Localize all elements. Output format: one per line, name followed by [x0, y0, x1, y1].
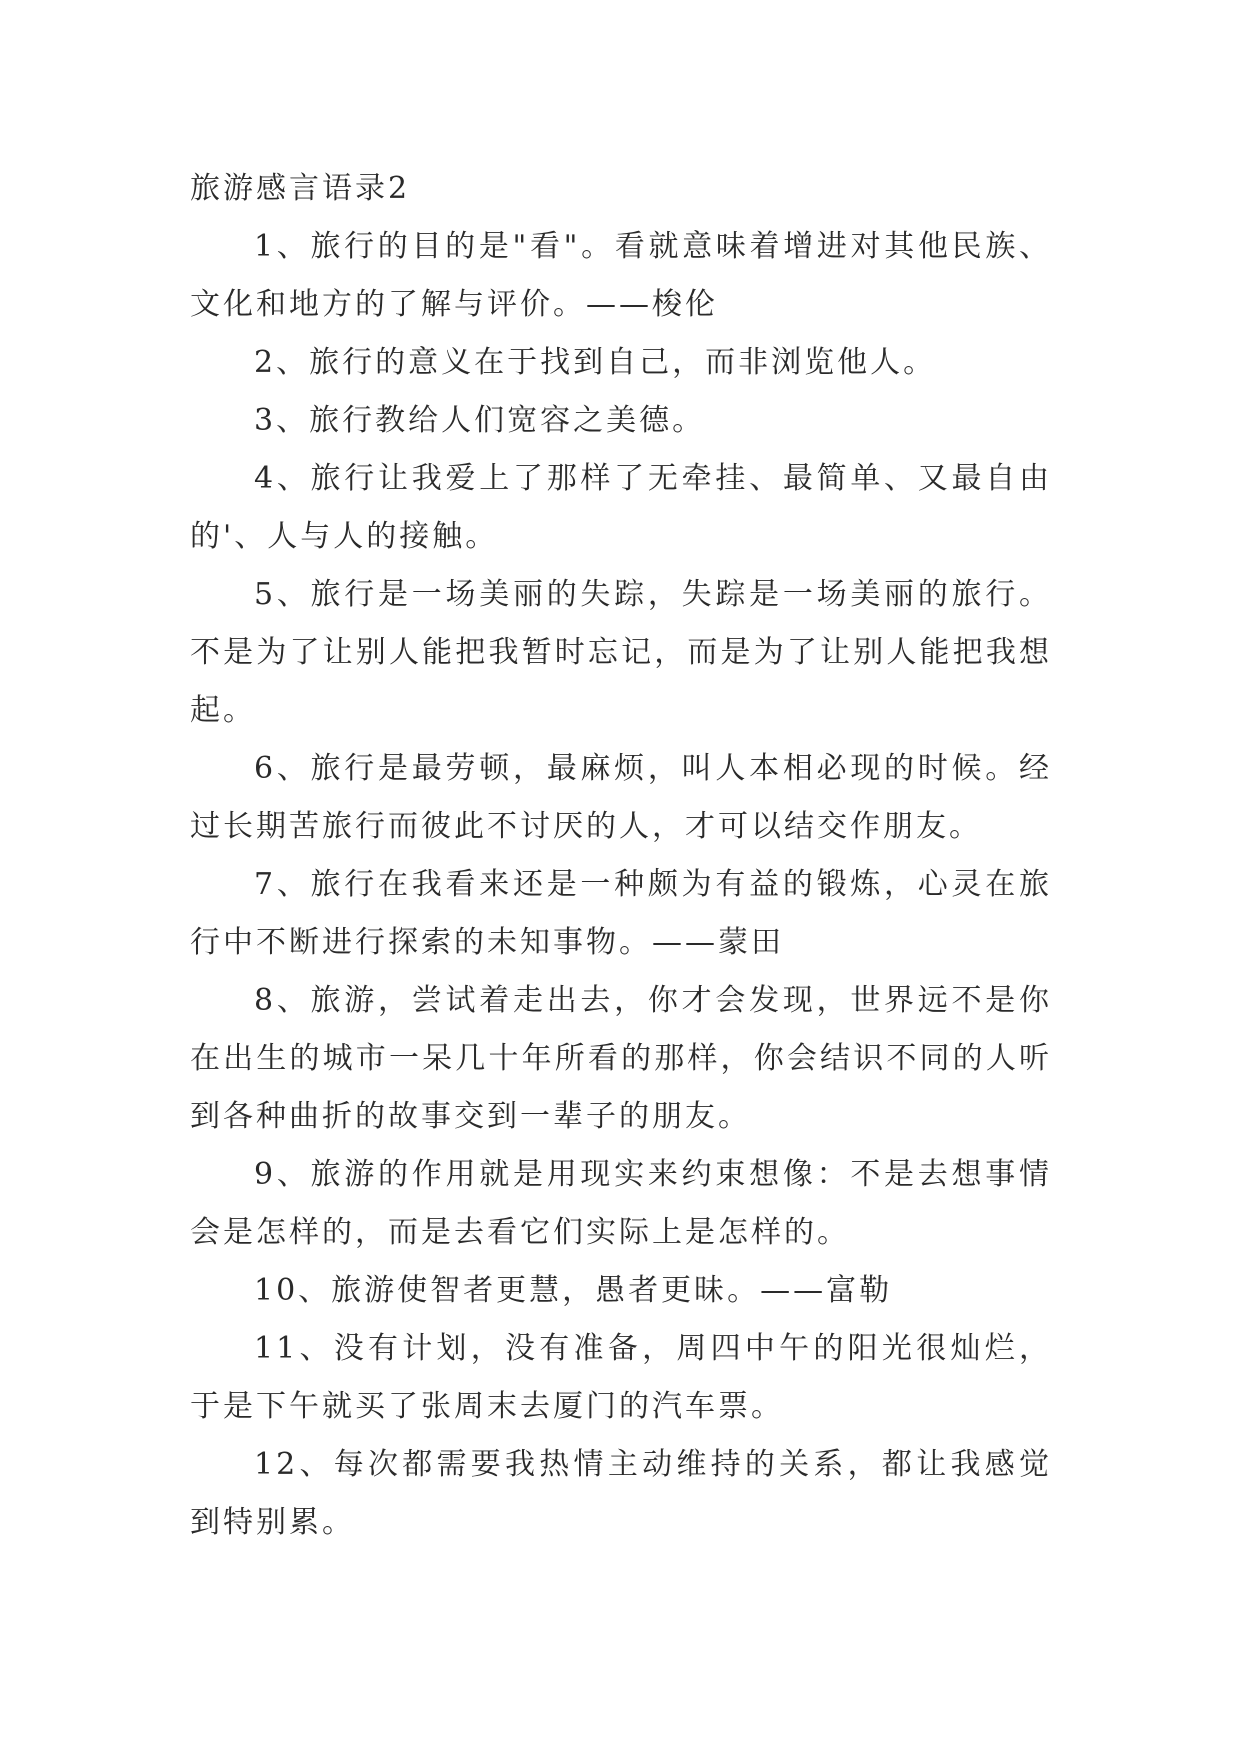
paragraph-8: 8、旅游，尝试着走出去，你才会发现，世界远不是你在出生的城市一呆几十年所看的那样，你会结识不同的人听到各种曲折的故事交到一辈子的朋友。 [190, 983, 1052, 1134]
paragraph-4: 4、旅行让我爱上了那样了无牵挂、最简单、又最自由的'、人与人的接触。 [190, 461, 1052, 554]
paragraph-1: 1、旅行的目的是"看"。看就意味着增进对其他民族、文化和地方的了解与评价。——梭伦 [190, 229, 1052, 322]
document-page [190, 160, 1052, 1552]
paragraph-7: 7、旅行在我看来还是一种颇为有益的锻炼，心灵在旅行中不断进行探索的未知事物。——蒙田 [190, 867, 1052, 960]
paragraph-9: 9、旅游的作用就是用现实来约束想像：不是去想事情会是怎样的，而是去看它们实际上是怎样的。 [190, 1157, 1052, 1250]
paragraph-10: 10、旅游使智者更慧，愚者更昧。——富勒 [254, 1273, 893, 1308]
paragraph-5: 5、旅行是一场美丽的失踪，失踪是一场美丽的旅行。不是为了让别人能把我暂时忘记，而是为了让别人能把我想起。 [190, 577, 1052, 728]
paragraph-6: 6、旅行是最劳顿，最麻烦，叫人本相必现的时候。经过长期苦旅行而彼此不讨厌的人，才可以结交作朋友。 [190, 751, 1052, 844]
document-title: 旅游感言语录2 [190, 171, 411, 206]
paragraph-2: 2、旅行的意义在于找到自己，而非浏览他人。 [254, 345, 937, 380]
paragraph-3: 3、旅行教给人们宽容之美德。 [254, 403, 706, 438]
paragraph-11: 11、没有计划，没有准备，周四中午的阳光很灿烂，于是下午就买了张周末去厦门的汽车票。 [190, 1331, 1052, 1424]
paragraph-12: 12、每次都需要我热情主动维持的关系，都让我感觉到特别累。 [190, 1447, 1052, 1540]
